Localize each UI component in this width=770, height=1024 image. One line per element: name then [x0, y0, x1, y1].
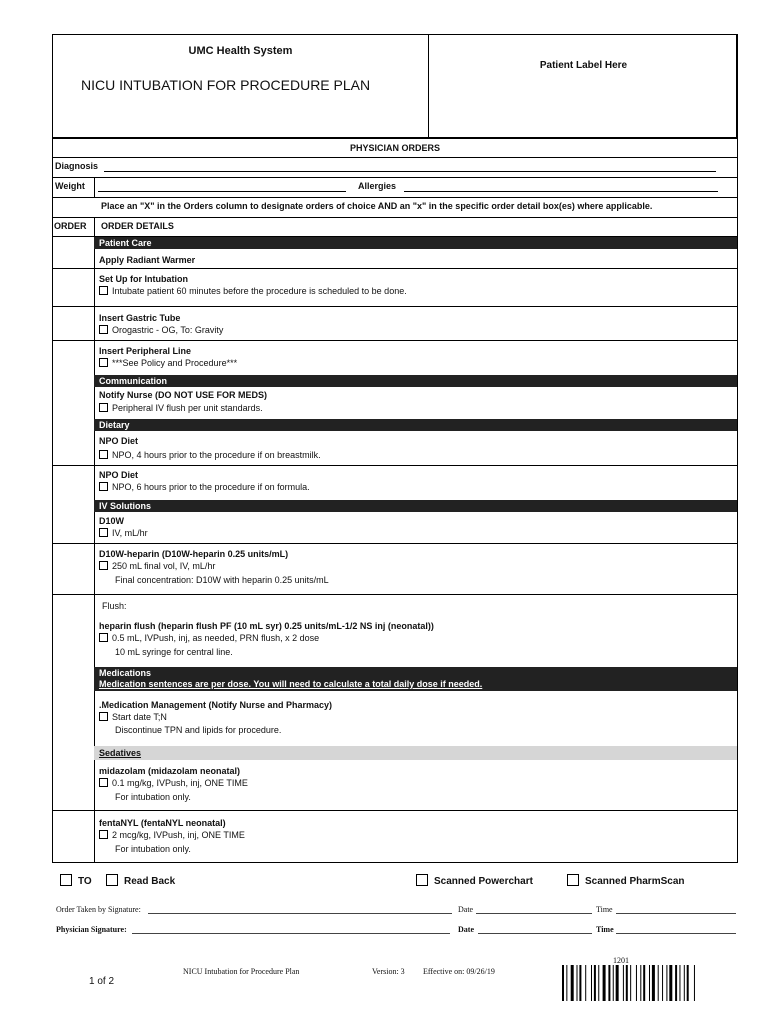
option-text: 2 mcg/kg, IVPush, inj, ONE TIME [112, 830, 245, 840]
grid-line [52, 177, 738, 178]
scanned-pharmscan-checkbox[interactable] [567, 874, 579, 886]
form-title: NICU INTUBATION FOR PROCEDURE PLAN [81, 77, 371, 93]
order-midazolam: midazolam (midazolam neonatal) [99, 766, 241, 776]
option-note: 10 mL syringe for central line. [115, 647, 233, 657]
option-row [99, 712, 167, 723]
diagnosis-field[interactable] [104, 171, 716, 172]
order-taken-time-label: Time [596, 905, 613, 914]
physician-signature-label: Physician Signature: [56, 925, 127, 934]
order-taken-time-field[interactable] [616, 913, 736, 914]
page-number: 1 of 2 [89, 976, 115, 987]
to-option [60, 874, 92, 887]
diagnosis-label: Diagnosis [55, 161, 99, 171]
scanned-powerchart-label: Scanned Powerchart [434, 876, 533, 887]
scanned-pharmscan-option [567, 874, 684, 887]
order-medication-management: .Medication Management (Notify Nurse and Pharmacy) [99, 700, 333, 710]
checkbox[interactable] [99, 286, 108, 295]
grid-line [737, 34, 738, 863]
option-note: For intubation only. [115, 792, 191, 802]
grid-line [52, 34, 53, 863]
option-row [99, 325, 223, 336]
grid-line [52, 862, 738, 863]
read-back-checkbox[interactable] [106, 874, 118, 886]
physician-date-field[interactable] [478, 933, 592, 934]
order-radiant-warmer: Apply Radiant Warmer [99, 255, 196, 265]
read-back-option [106, 874, 175, 887]
option-text: ***See Policy and Procedure*** [112, 358, 238, 368]
option-row [99, 830, 245, 841]
read-back-label: Read Back [124, 876, 176, 887]
option-text: 0.5 mL, IVPush, inj, as needed, PRN flush, x 2 dose [112, 633, 320, 643]
order-notify-nurse: Notify Nurse (DO NOT USE FOR MEDS) [99, 390, 268, 400]
order-taken-signature-field[interactable] [148, 913, 452, 914]
checkbox[interactable] [99, 561, 108, 570]
checkbox[interactable] [99, 633, 108, 642]
grid-line [94, 177, 95, 197]
grid-line [52, 157, 738, 158]
option-text: IV, mL/hr [112, 528, 148, 538]
checkbox[interactable] [99, 358, 108, 367]
row-divider [52, 810, 738, 811]
allergies-label: Allergies [358, 181, 397, 191]
checkbox[interactable] [99, 482, 108, 491]
physician-orders-heading: PHYSICIAN ORDERS [349, 143, 440, 153]
row-divider [52, 594, 738, 595]
option-row [99, 450, 321, 461]
order-gastric-tube: Insert Gastric Tube [99, 313, 181, 323]
option-text: Intubate patient 60 minutes before the procedure is scheduled to be done. [112, 286, 407, 296]
option-row [99, 286, 407, 297]
allergies-field[interactable] [404, 191, 718, 192]
checkbox[interactable] [99, 528, 108, 537]
option-note: Final concentration: D10W with heparin 0.25 units/mL [115, 575, 329, 585]
order-column-header: ORDER [54, 221, 87, 231]
option-row [99, 528, 148, 539]
checkbox[interactable] [99, 325, 108, 334]
option-text: NPO, 4 hours prior to the procedure if on breastmilk. [112, 450, 321, 460]
to-label: TO [78, 876, 92, 887]
option-note: For intubation only. [115, 844, 191, 854]
weight-label: Weight [55, 181, 85, 191]
medications-note: Medication sentences are per dose. You will need to calculate a total daily dose if needed. [99, 679, 483, 689]
scanned-powerchart-option [416, 874, 533, 887]
weight-field[interactable] [98, 191, 346, 192]
order-npo-diet-formula: NPO Diet [99, 470, 139, 480]
row-divider [52, 543, 738, 544]
option-note: Discontinue TPN and lipids for procedure. [115, 725, 282, 735]
header-box [52, 34, 737, 138]
order-fentanyl: fentaNYL (fentaNYL neonatal) [99, 818, 226, 828]
order-npo-diet-breastmilk: NPO Diet [99, 436, 139, 446]
grid-line [94, 217, 95, 862]
order-setup-intubation: Set Up for Intubation [99, 274, 188, 284]
scanned-pharmscan-label: Scanned PharmScan [585, 876, 685, 887]
order-taken-date-field[interactable] [476, 913, 592, 914]
option-row [99, 778, 248, 789]
order-taken-date-label: Date [458, 905, 474, 914]
option-text: Orogastric - OG, To: Gravity [112, 325, 224, 335]
option-text: 0.1 mg/kg, IVPush, inj, ONE TIME [112, 778, 248, 788]
effective-date: Effective on: 09/26/19 [423, 967, 495, 976]
physician-date-label: Date [458, 925, 474, 934]
section-dietary: Dietary [94, 419, 737, 431]
order-d10w-heparin: D10W-heparin (D10W-heparin 0.25 units/mL) [99, 549, 289, 559]
instructions: Place an "X" in the Orders column to designate orders of choice AND an "x" in the specific order detail box(es) where applicable. [101, 201, 653, 211]
option-text: Peripheral IV flush per unit standards. [112, 403, 263, 413]
grid-line [52, 197, 738, 198]
order-details-column-header: ORDER DETAILS [101, 221, 174, 231]
barcode-number: 1201 [613, 956, 629, 965]
barcode-image [562, 965, 735, 1001]
order-heparin-flush: heparin flush (heparin flush PF (10 mL syr) 0.25 units/mL-1/2 NS inj (neonatal)) [99, 621, 434, 631]
medications-title: Medications [99, 668, 152, 678]
checkbox[interactable] [99, 450, 108, 459]
scanned-powerchart-checkbox[interactable] [416, 874, 428, 886]
option-row [99, 633, 319, 644]
row-divider [52, 268, 738, 269]
grid-line [52, 138, 738, 139]
row-divider [52, 306, 738, 307]
option-row [99, 358, 237, 369]
row-divider [52, 465, 738, 466]
organization-name: UMC Health System [188, 45, 293, 57]
checkbox[interactable] [99, 778, 108, 787]
checkbox[interactable] [99, 712, 108, 721]
checkbox[interactable] [99, 830, 108, 839]
order-d10w: D10W [99, 516, 125, 526]
option-text: NPO, 6 hours prior to the procedure if on formula. [112, 482, 310, 492]
section-patient-care: Patient Care [94, 237, 737, 249]
row-divider [52, 340, 738, 341]
section-iv-solutions: IV Solutions [94, 500, 737, 512]
physician-time-label: Time [596, 925, 614, 934]
header-divider [428, 35, 429, 137]
section-sedatives: Sedatives [94, 746, 737, 760]
section-communication: Communication [94, 375, 737, 387]
option-row [99, 403, 263, 414]
patient-label-area: Patient Label Here [539, 60, 628, 71]
physician-time-field[interactable] [616, 933, 736, 934]
order-taken-label: Order Taken by Signature: [56, 905, 141, 914]
option-text: Start date T;N [112, 712, 167, 722]
physician-signature-field[interactable] [132, 933, 450, 934]
option-text: 250 mL final vol, IV, mL/hr [112, 561, 216, 571]
document-name: NICU Intubation for Procedure Plan [183, 967, 300, 976]
flush-label: Flush: [102, 601, 127, 611]
checkbox[interactable] [99, 403, 108, 412]
version: Version: 3 [372, 967, 405, 976]
section-medications [94, 667, 737, 691]
option-row [99, 561, 215, 572]
order-peripheral-line: Insert Peripheral Line [99, 346, 192, 356]
option-row [99, 482, 310, 493]
grid-line [52, 217, 738, 218]
to-checkbox[interactable] [60, 874, 72, 886]
